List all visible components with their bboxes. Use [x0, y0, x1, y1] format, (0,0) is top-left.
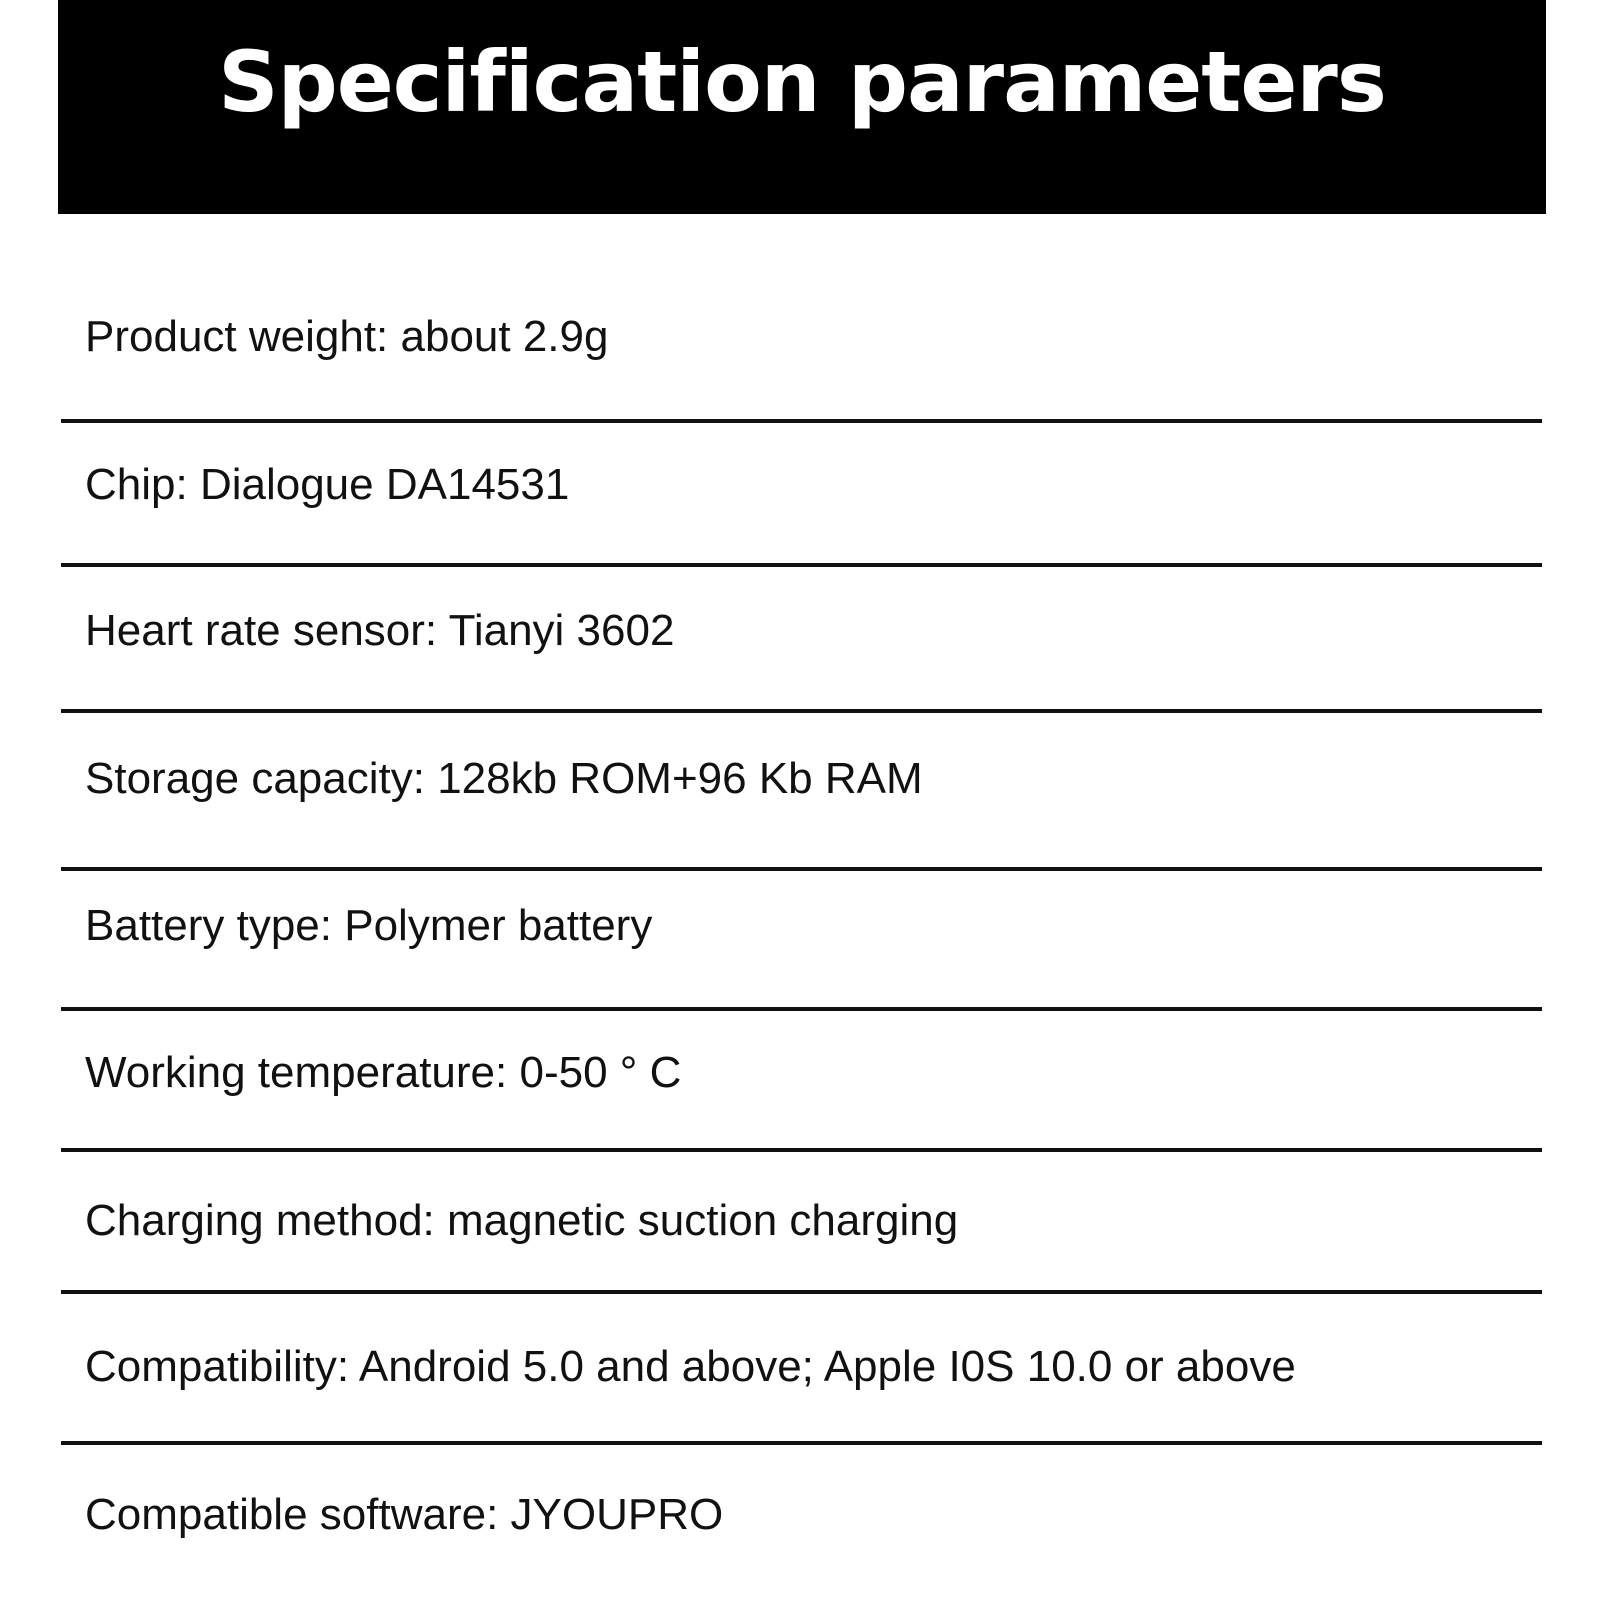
row-divider: [61, 867, 1542, 871]
row-divider: [61, 1007, 1542, 1011]
spec-charging-method: Charging method: magnetic suction charging: [85, 1196, 959, 1245]
row-divider: [61, 709, 1542, 713]
spec-battery-type: Battery type: Polymer battery: [85, 901, 653, 950]
spec-compatible-software: Compatible software: JYOUPRO: [85, 1490, 724, 1539]
header-banner: [58, 0, 1546, 214]
row-divider: [61, 1148, 1542, 1152]
spec-working-temperature: Working temperature: 0-50 ° C: [85, 1048, 682, 1097]
row-divider: [61, 1441, 1542, 1445]
spec-chip: Chip: Dialogue DA14531: [85, 460, 570, 509]
page-title: Specification parameters: [218, 33, 1386, 131]
spec-storage-capacity: Storage capacity: 128kb ROM+96 Kb RAM: [85, 754, 923, 803]
spec-compatibility: Compatibility: Android 5.0 and above; Apple I0S 10.0 or above: [85, 1342, 1296, 1391]
row-divider: [61, 563, 1542, 567]
spec-heart-rate-sensor: Heart rate sensor: Tianyi 3602: [85, 606, 675, 655]
row-divider: [61, 1290, 1542, 1294]
row-divider: [61, 419, 1542, 423]
spec-product-weight: Product weight: about 2.9g: [85, 312, 609, 361]
